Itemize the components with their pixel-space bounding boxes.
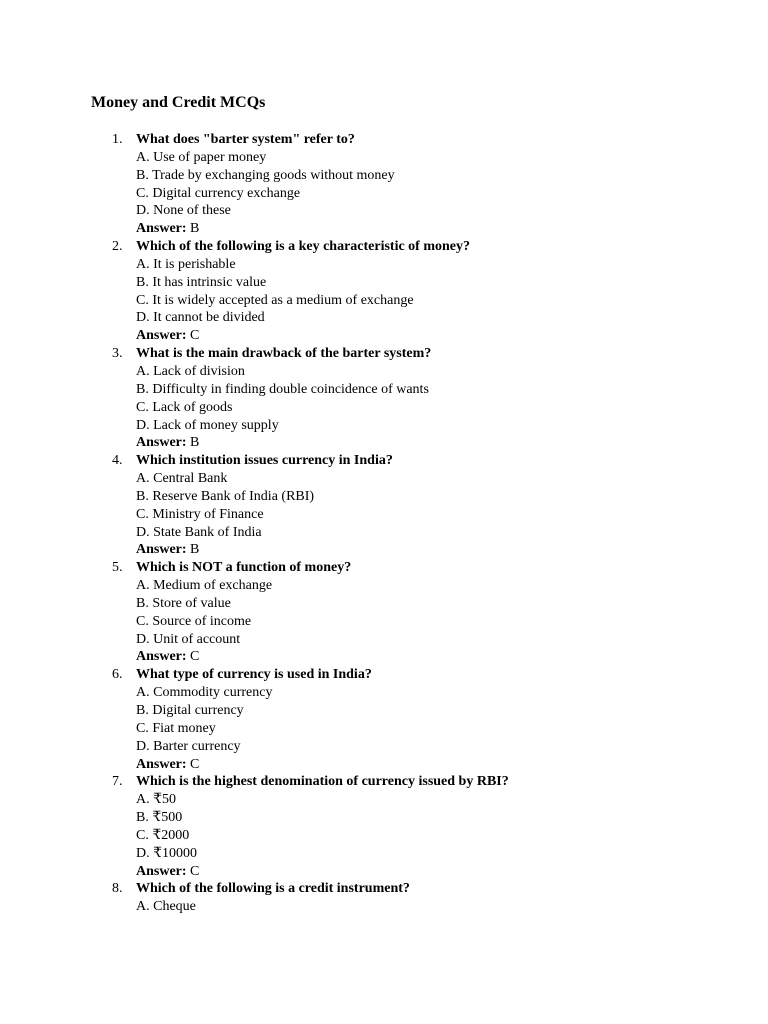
answer-option: C. ₹2000 — [136, 827, 190, 843]
question-item — [0, 131, 509, 238]
question-item — [0, 773, 509, 880]
answer-value: B — [190, 435, 200, 451]
question-number: 3. — [112, 346, 123, 362]
question-number: 5. — [112, 560, 123, 576]
answer-value: C — [190, 756, 200, 772]
answer-option: A. ₹50 — [136, 792, 177, 808]
question-number: 4. — [112, 453, 123, 469]
question-item — [0, 345, 509, 452]
question-text: Which is NOT a function of money? — [136, 560, 352, 576]
answer-value: B — [190, 221, 200, 237]
answer-option: B. ₹500 — [136, 810, 183, 826]
answer-option: A. It is perishable — [136, 256, 236, 272]
answer-option: B. Reserve Bank of India (RBI) — [136, 488, 315, 504]
answer-option: A. Central Bank — [136, 471, 228, 487]
question-text: Which of the following is a credit instrument? — [136, 881, 410, 897]
answer-option: D. ₹10000 — [136, 845, 198, 861]
question-list — [0, 131, 509, 916]
answer-line — [136, 648, 509, 666]
answer-option: D. State Bank of India — [136, 524, 262, 540]
answer-label: Answer: — [136, 542, 187, 558]
page-title: Money and Credit MCQs — [91, 94, 266, 111]
answer-value: C — [190, 328, 200, 344]
answer-line — [136, 541, 509, 559]
answer-option: C. Ministry of Finance — [136, 506, 264, 522]
answer-label: Answer: — [136, 756, 187, 772]
question-number: 1. — [112, 132, 123, 147]
answer-option: D. Lack of money supply — [136, 417, 279, 433]
answer-option: C. Fiat money — [136, 720, 216, 736]
answer-line — [136, 756, 509, 774]
question-text: What does "barter system" refer to? — [136, 132, 355, 147]
answer-value: C — [190, 863, 200, 879]
question-text: Which institution issues currency in India? — [136, 453, 393, 469]
answer-option: B. Trade by exchanging goods without money — [136, 167, 395, 183]
answer-option: B. Store of value — [136, 595, 231, 611]
answer-label: Answer: — [136, 328, 187, 344]
answer-option: C. It is widely accepted as a medium of exchange — [136, 292, 414, 308]
answer-option: A. Cheque — [136, 899, 196, 915]
question-text: What type of currency is used in India? — [136, 667, 372, 683]
question-number: 6. — [112, 667, 123, 683]
answer-option: D. None of these — [136, 203, 231, 219]
question-text: Which of the following is a key characteristic of money? — [136, 239, 471, 255]
question-item — [0, 666, 509, 773]
question-item — [0, 880, 509, 916]
answer-option: A. Lack of division — [136, 363, 245, 379]
question-text: Which is the highest denomination of currency issued by RBI? — [136, 774, 509, 790]
question-item — [0, 452, 509, 559]
answer-option: A. Commodity currency — [136, 685, 273, 701]
answer-line — [136, 220, 509, 238]
answer-value: C — [190, 649, 200, 665]
answer-value: B — [190, 542, 200, 558]
answer-option: C. Digital currency exchange — [136, 185, 301, 201]
question-text: What is the main drawback of the barter system? — [136, 346, 432, 362]
answer-option: D. Barter currency — [136, 738, 241, 754]
answer-label: Answer: — [136, 435, 187, 451]
answer-line — [136, 327, 509, 345]
answer-option: C. Lack of goods — [136, 399, 233, 415]
answer-option: D. Unit of account — [136, 631, 241, 647]
answer-label: Answer: — [136, 649, 187, 665]
answer-option: A. Use of paper money — [136, 149, 267, 165]
question-item — [0, 559, 509, 666]
answer-option: C. Source of income — [136, 613, 252, 629]
answer-option: B. It has intrinsic value — [136, 274, 267, 290]
answer-option: A. Medium of exchange — [136, 578, 273, 594]
answer-option: D. It cannot be divided — [136, 310, 265, 326]
answer-line — [136, 863, 509, 881]
question-number: 2. — [112, 239, 123, 255]
answer-label: Answer: — [136, 221, 187, 237]
answer-option: B. Difficulty in finding double coincidence of wants — [136, 381, 429, 397]
question-number: 8. — [112, 881, 123, 897]
question-number: 7. — [112, 774, 123, 790]
answer-line — [136, 434, 509, 452]
answer-label: Answer: — [136, 863, 187, 879]
question-item — [0, 238, 509, 345]
answer-option: B. Digital currency — [136, 703, 244, 718]
